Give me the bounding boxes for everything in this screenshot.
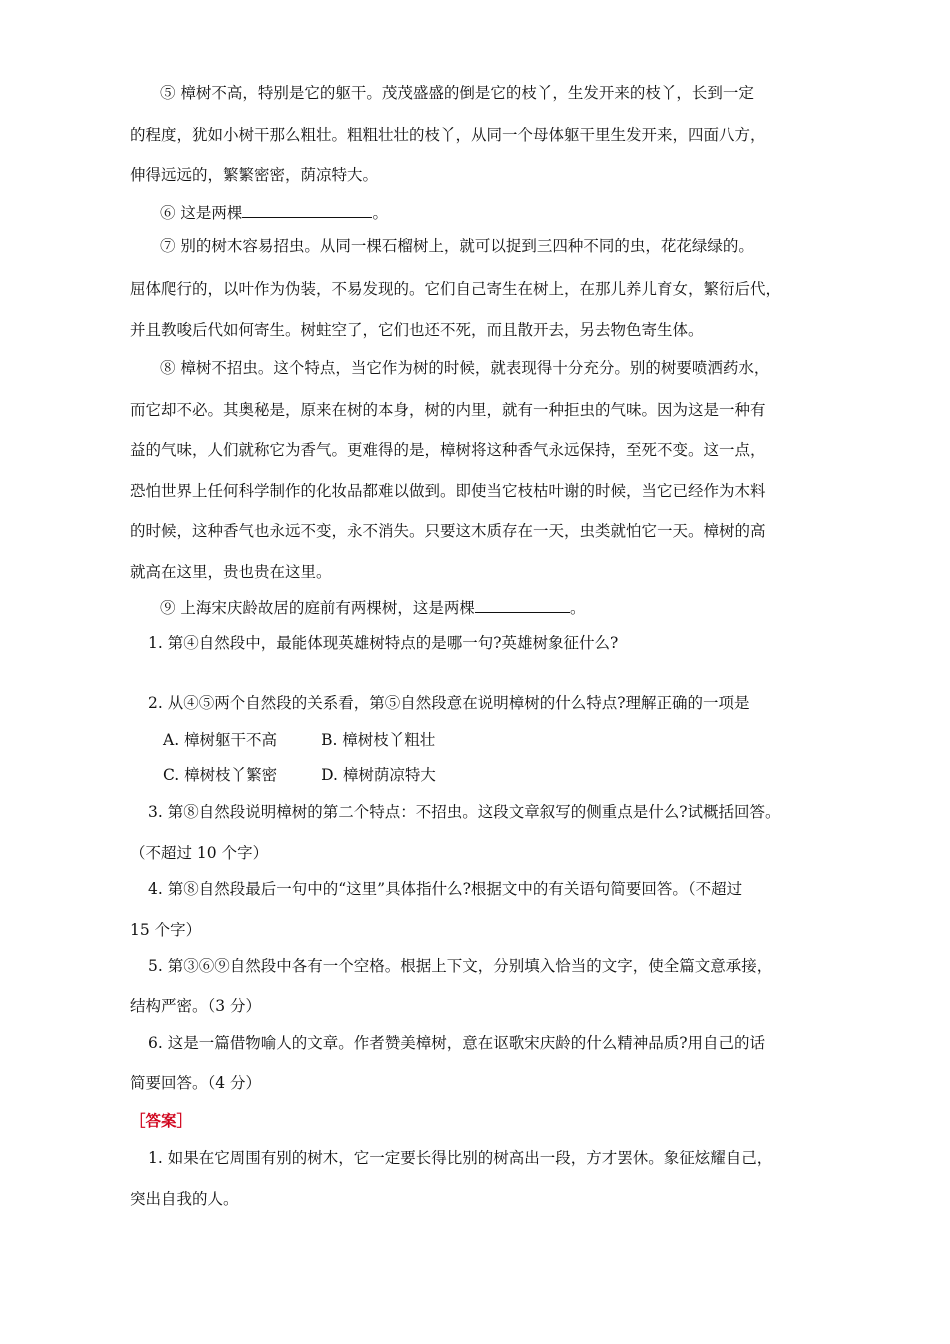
answer-1-line-2: 突出自我的人。: [130, 1190, 239, 1208]
paragraph-7-line-3: 并且教唆后代如何寄生。树蛀空了，它们也还不死，而且散开去，另去物色寄生体。: [130, 321, 704, 339]
paragraph-8-line-5: 的时候，这种香气也永远不变，永不消失。只要这木质存在一天，虫类就怕它一天。樟树的高: [130, 522, 766, 540]
paragraph-9: [160, 597, 860, 618]
question-6-line-1: 6. 这是一篇借物喻人的文章。作者赞美樟树，意在讴歌宋庆龄的什么精神品质?用自己的话: [148, 1034, 766, 1052]
option-b: B. 樟树枝丫粗壮: [321, 731, 436, 749]
question-2-options-row-1: [163, 730, 863, 750]
question-3-line-1: 3. 第⑧自然段说明樟树的第二个特点：不招虫。这段文章叙写的侧重点是什么?试概括回答。: [148, 803, 781, 821]
option-d: D. 樟树荫凉特大: [321, 766, 436, 784]
option-a: A. 樟树躯干不高: [163, 731, 278, 749]
paragraph-9-end: 。: [569, 599, 586, 617]
question-4-line-2: 15 个字）: [130, 921, 202, 939]
paragraph-6-text: ⑥ 这是两棵: [160, 204, 243, 222]
fill-in-blank-9: [475, 597, 570, 613]
option-c: C. 樟树枝丫繁密: [163, 766, 278, 784]
paragraph-6: [160, 202, 860, 223]
question-2-options-row-2: [163, 765, 863, 785]
question-4-line-1: 4. 第⑧自然段最后一句中的“这里”具体指什么?根据文中的有关语句简要回答。（不超过: [148, 880, 743, 898]
paragraph-6-end: 。: [372, 204, 388, 222]
fill-in-blank-6: [242, 202, 372, 218]
paragraph-5-line-3: 伸得远远的，繁繁密密，荫凉特大。: [130, 166, 379, 184]
question-1: 1. 第④自然段中，最能体现英雄树特点的是哪一句?英雄树象征什么?: [148, 634, 619, 652]
paragraph-7-line-1: ⑦ 别的树木容易招虫。从同一棵石榴树上，就可以捉到三四种不同的虫，花花绿绿的。: [160, 237, 754, 255]
question-2: 2. 从④⑤两个自然段的关系看，第⑤自然段意在说明樟树的什么特点?理解正确的一项是: [148, 694, 750, 712]
question-3-line-2: （不超过 10 个字）: [130, 844, 269, 862]
paragraph-8-line-6: 就高在这里，贵也贵在这里。: [130, 563, 332, 581]
question-5-line-1: 5. 第③⑥⑨自然段中各有一个空格。根据上下文，分别填入恰当的文字，使全篇文意承接，: [148, 957, 773, 975]
paragraph-5-line-1: ⑤ 樟树不高，特别是它的躯干。茂茂盛盛的倒是它的枝丫，生发开来的枝丫，长到一定: [160, 84, 754, 102]
paragraph-8-line-3: 益的气味，人们就称它为香气。更难得的是，樟树将这种香气永远保持，至死不变。这一点，: [130, 441, 766, 459]
paragraph-8-line-4: 恐怕世界上任何科学制作的化妆品都难以做到。即使当它枝枯叶谢的时候，当它已经作为木料: [130, 482, 766, 500]
paragraph-7-line-2: 屈体爬行的，以叶作为伪装，不易发现的。它们自己寄生在树上，在那儿养儿育女，繁衍后代，: [130, 280, 782, 298]
answer-heading: ［答案］: [130, 1111, 193, 1130]
question-5-line-2: 结构严密。（3 分）: [130, 997, 262, 1015]
answer-1-line-1: 1. 如果在它周围有别的树木，它一定要长得比别的树高出一段，方才罢休。象征炫耀自己，: [148, 1149, 773, 1167]
question-6-line-2: 简要回答。（4 分）: [130, 1074, 262, 1092]
paragraph-5-line-2: 的程度，犹如小树干那么粗壮。粗粗壮壮的枝丫，从同一个母体躯干里生发开来，四面八方，: [130, 126, 766, 144]
paragraph-8-line-1: ⑧ 樟树不招虫。这个特点，当它作为树的时候，就表现得十分充分。别的树要喷洒药水，: [160, 359, 770, 377]
paragraph-8-line-2: 而它却不必。其奥秘是，原来在树的本身，树的内里，就有一种拒虫的气味。因为这是一种有: [130, 401, 766, 419]
paragraph-9-text: ⑨ 上海宋庆龄故居的庭前有两棵树，这是两棵: [160, 599, 475, 617]
